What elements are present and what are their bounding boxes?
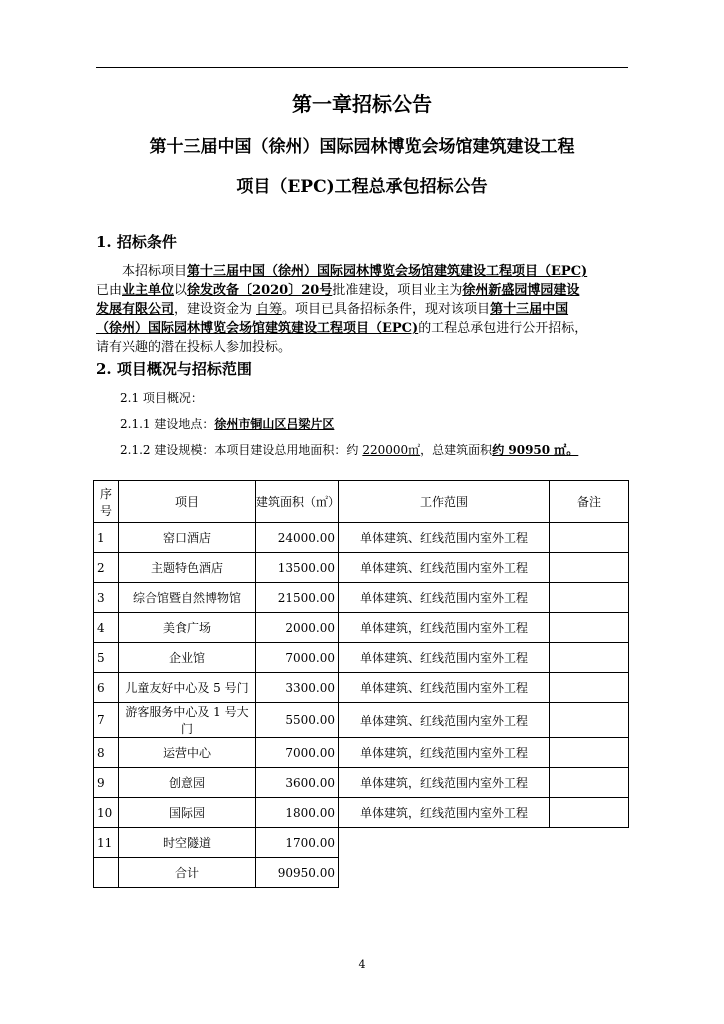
table-header-row (94, 481, 629, 523)
owner-unit: 业主单位 (122, 283, 175, 298)
col-header-name: 项目 (119, 481, 256, 523)
section2-heading: 2. 项目概况与招标范围 (96, 360, 252, 378)
table-total-row (94, 858, 629, 888)
building-area: 约 90950 ㎡。 (492, 443, 579, 457)
site-line: 2.1.1 建设地点：徐州市铜山区吕梁片区 (120, 417, 335, 431)
notice-title-line2: 项目（EPC)工程总承包招标公告 (236, 177, 488, 197)
col-header-remark: 备注 (550, 481, 629, 523)
table-row: 7 游客服务中心及 1 号大门 5500.00 单体建筑、红线范围内室外工程 (94, 703, 629, 738)
site-value: 徐州市铜山区吕梁片区 (214, 417, 335, 431)
total-label: 合计 (119, 858, 256, 888)
col-header-no: 序号 (94, 481, 119, 523)
table-row: 4 美食广场 2000.00 单体建筑，红线范围内室外工程 (94, 613, 629, 643)
notice-title-line1: 第十三届中国（徐州）国际园林博览会场馆建筑建设工程 (149, 137, 575, 157)
table-row: 5 企业馆 7000.00 单体建筑、红线范围内室外工程 (94, 643, 629, 673)
table-row: 3 综合馆暨自然博物馆 21500.00 单体建筑、红线范围内室外工程 (94, 583, 629, 613)
project-table (93, 480, 629, 888)
approval-number: 徐发改备〔2020〕20号 (187, 283, 333, 298)
total-area: 90950.00 (256, 858, 339, 888)
section1-heading: 1. 招标条件 (96, 233, 177, 251)
table-row: 8 运营中心 7000.00 单体建筑，红线范围内室外工程 (94, 738, 629, 768)
table-row: 6 儿童友好中心及 5 号门 3300.00 单体建筑、红线范围内室外工程 (94, 673, 629, 703)
table-row: 10 国际园 1800.00 单体建筑，红线范围内室外工程 (94, 798, 629, 828)
section1-paragraph: 本招标项目第十三届中国（徐州）国际园林博览会场馆建筑建设工程项目（EPC) 已由业主单位以徐发改备〔2020〕20号批准建设，项目业主为徐州新盛园博园建设 发展有限公司，建设资金为 自筹。项目已具备招标条件，现对该项目第十三届中国 （徐州）国际园林博览会场馆建筑建设工程项目（EPC)的工程总承包进行公开招标， 请有兴趣的潜在投标人参加投标。 (96, 264, 588, 355)
col-header-scope: 工作范围 (339, 481, 550, 523)
col-header-area: 建筑面积（㎡） (256, 481, 339, 523)
table-row: 1 窑口酒店 24000.00 单体建筑、红线范围内室外工程 (94, 523, 629, 553)
table-row: 2 主题特色酒店 13500.00 单体建筑、红线范围内室外工程 (94, 553, 629, 583)
project-name: 第十三届中国（徐州）国际园林博览会场馆建筑建设工程项目（EPC) (187, 264, 588, 279)
funding-source: 自筹 (256, 302, 283, 317)
page-number: 4 (358, 958, 366, 971)
owner-name: 徐州新盛园博园建设 (462, 283, 580, 298)
overview-label: 2.1 项目概况： (120, 391, 203, 405)
scale-line: 2.1.2 建设规模：本项目建设总用地面积：约 220000㎡，总建筑面积约 90950 ㎡。 (120, 443, 579, 457)
table-row: 11 时空隧道 1700.00 (94, 828, 629, 858)
land-area: 220000㎡ (362, 443, 421, 457)
table-row: 9 创意园 3600.00 单体建筑，红线范围内室外工程 (94, 768, 629, 798)
chapter-title: 第一章招标公告 (292, 92, 432, 116)
header-rule (96, 67, 628, 68)
